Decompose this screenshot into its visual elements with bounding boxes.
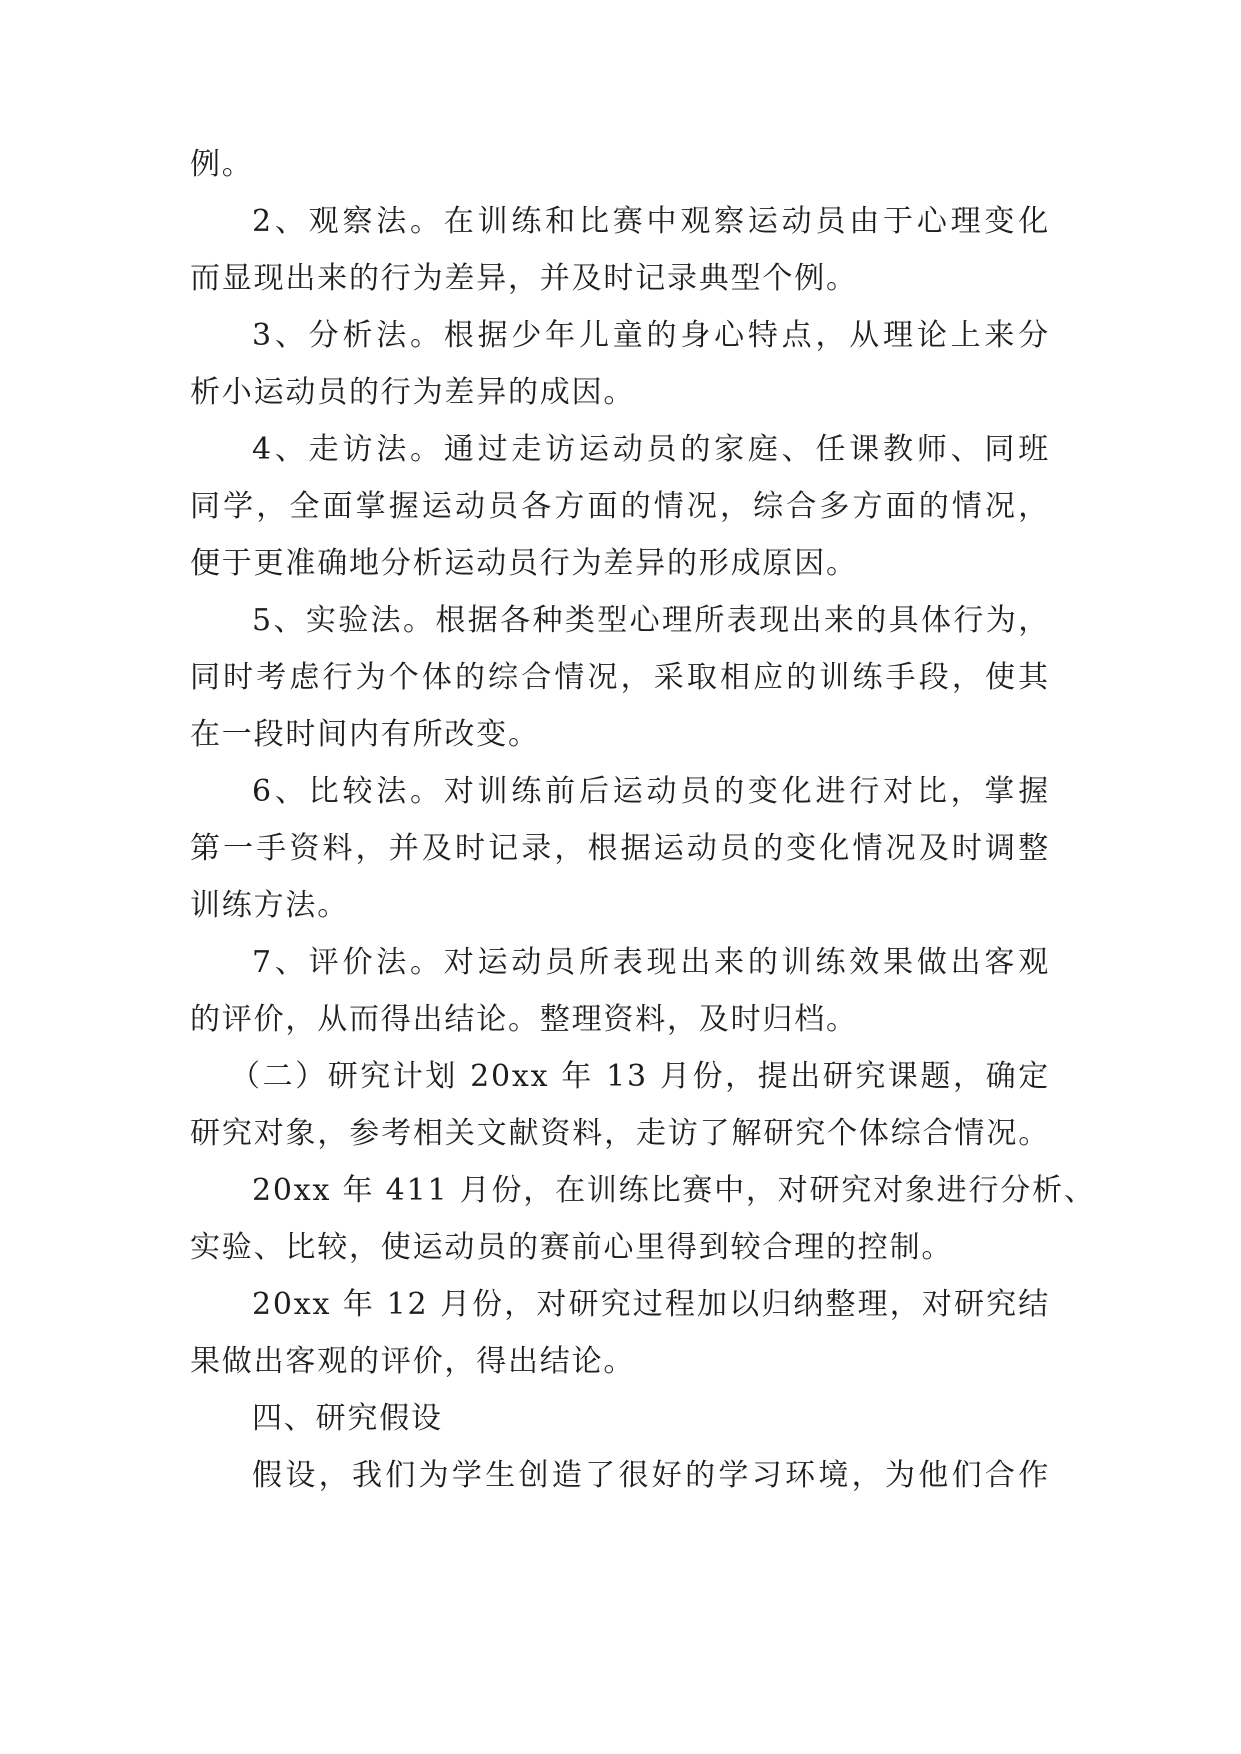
text-line: （二）研究计划 20xx 年 13 月份，提出研究课题，确定 [230, 1059, 1050, 1094]
text-line: 而显现出来的行为差异，并及时记录典型个例。 [190, 261, 858, 296]
text-line: 同学，全面掌握运动员各方面的情况，综合多方面的情况， [190, 489, 1050, 524]
text-line: 便于更准确地分析运动员行为差异的形成原因。 [190, 546, 858, 581]
text-line: 4、走访法。通过走访运动员的家庭、任课教师、同班 [252, 432, 1050, 467]
text-line: 7、评价法。对运动员所表现出来的训练效果做出客观 [252, 945, 1050, 980]
text-line: 20xx 年 12 月份，对研究过程加以归纳整理，对研究结 [252, 1287, 1050, 1322]
text-line: 6、比较法。对训练前后运动员的变化进行对比，掌握 [252, 774, 1050, 809]
text-line: 在一段时间内有所改变。 [190, 717, 540, 752]
text-line: 实验、比较，使运动员的赛前心里得到较合理的控制。 [190, 1230, 954, 1265]
text-line: 5、实验法。根据各种类型心理所表现出来的具体行为， [252, 603, 1050, 638]
text-line: 果做出客观的评价，得出结论。 [190, 1344, 636, 1379]
text-line: 3、分析法。根据少年儿童的身心特点，从理论上来分 [252, 318, 1050, 353]
text-line: 研究对象，参考相关文献资料，走访了解研究个体综合情况。 [190, 1116, 1050, 1151]
text-line: 20xx 年 411 月份，在训练比赛中，对研究对象进行分析、 [252, 1173, 1096, 1208]
text-line: 训练方法。 [190, 888, 349, 923]
text-line: 的评价，从而得出结论。整理资料，及时归档。 [190, 1002, 858, 1037]
text-line: 2、观察法。在训练和比赛中观察运动员由于心理变化 [252, 204, 1050, 239]
text-line: 假设，我们为学生创造了很好的学习环境，为他们合作 [252, 1458, 1050, 1493]
text-line: 同时考虑行为个体的综合情况，采取相应的训练手段，使其 [190, 660, 1050, 695]
text-line: 析小运动员的行为差异的成因。 [190, 375, 636, 410]
text-line: 例。 [190, 147, 254, 182]
section-heading: 四、研究假设 [252, 1401, 443, 1436]
text-line: 第一手资料，并及时记录，根据运动员的变化情况及时调整 [190, 831, 1050, 866]
